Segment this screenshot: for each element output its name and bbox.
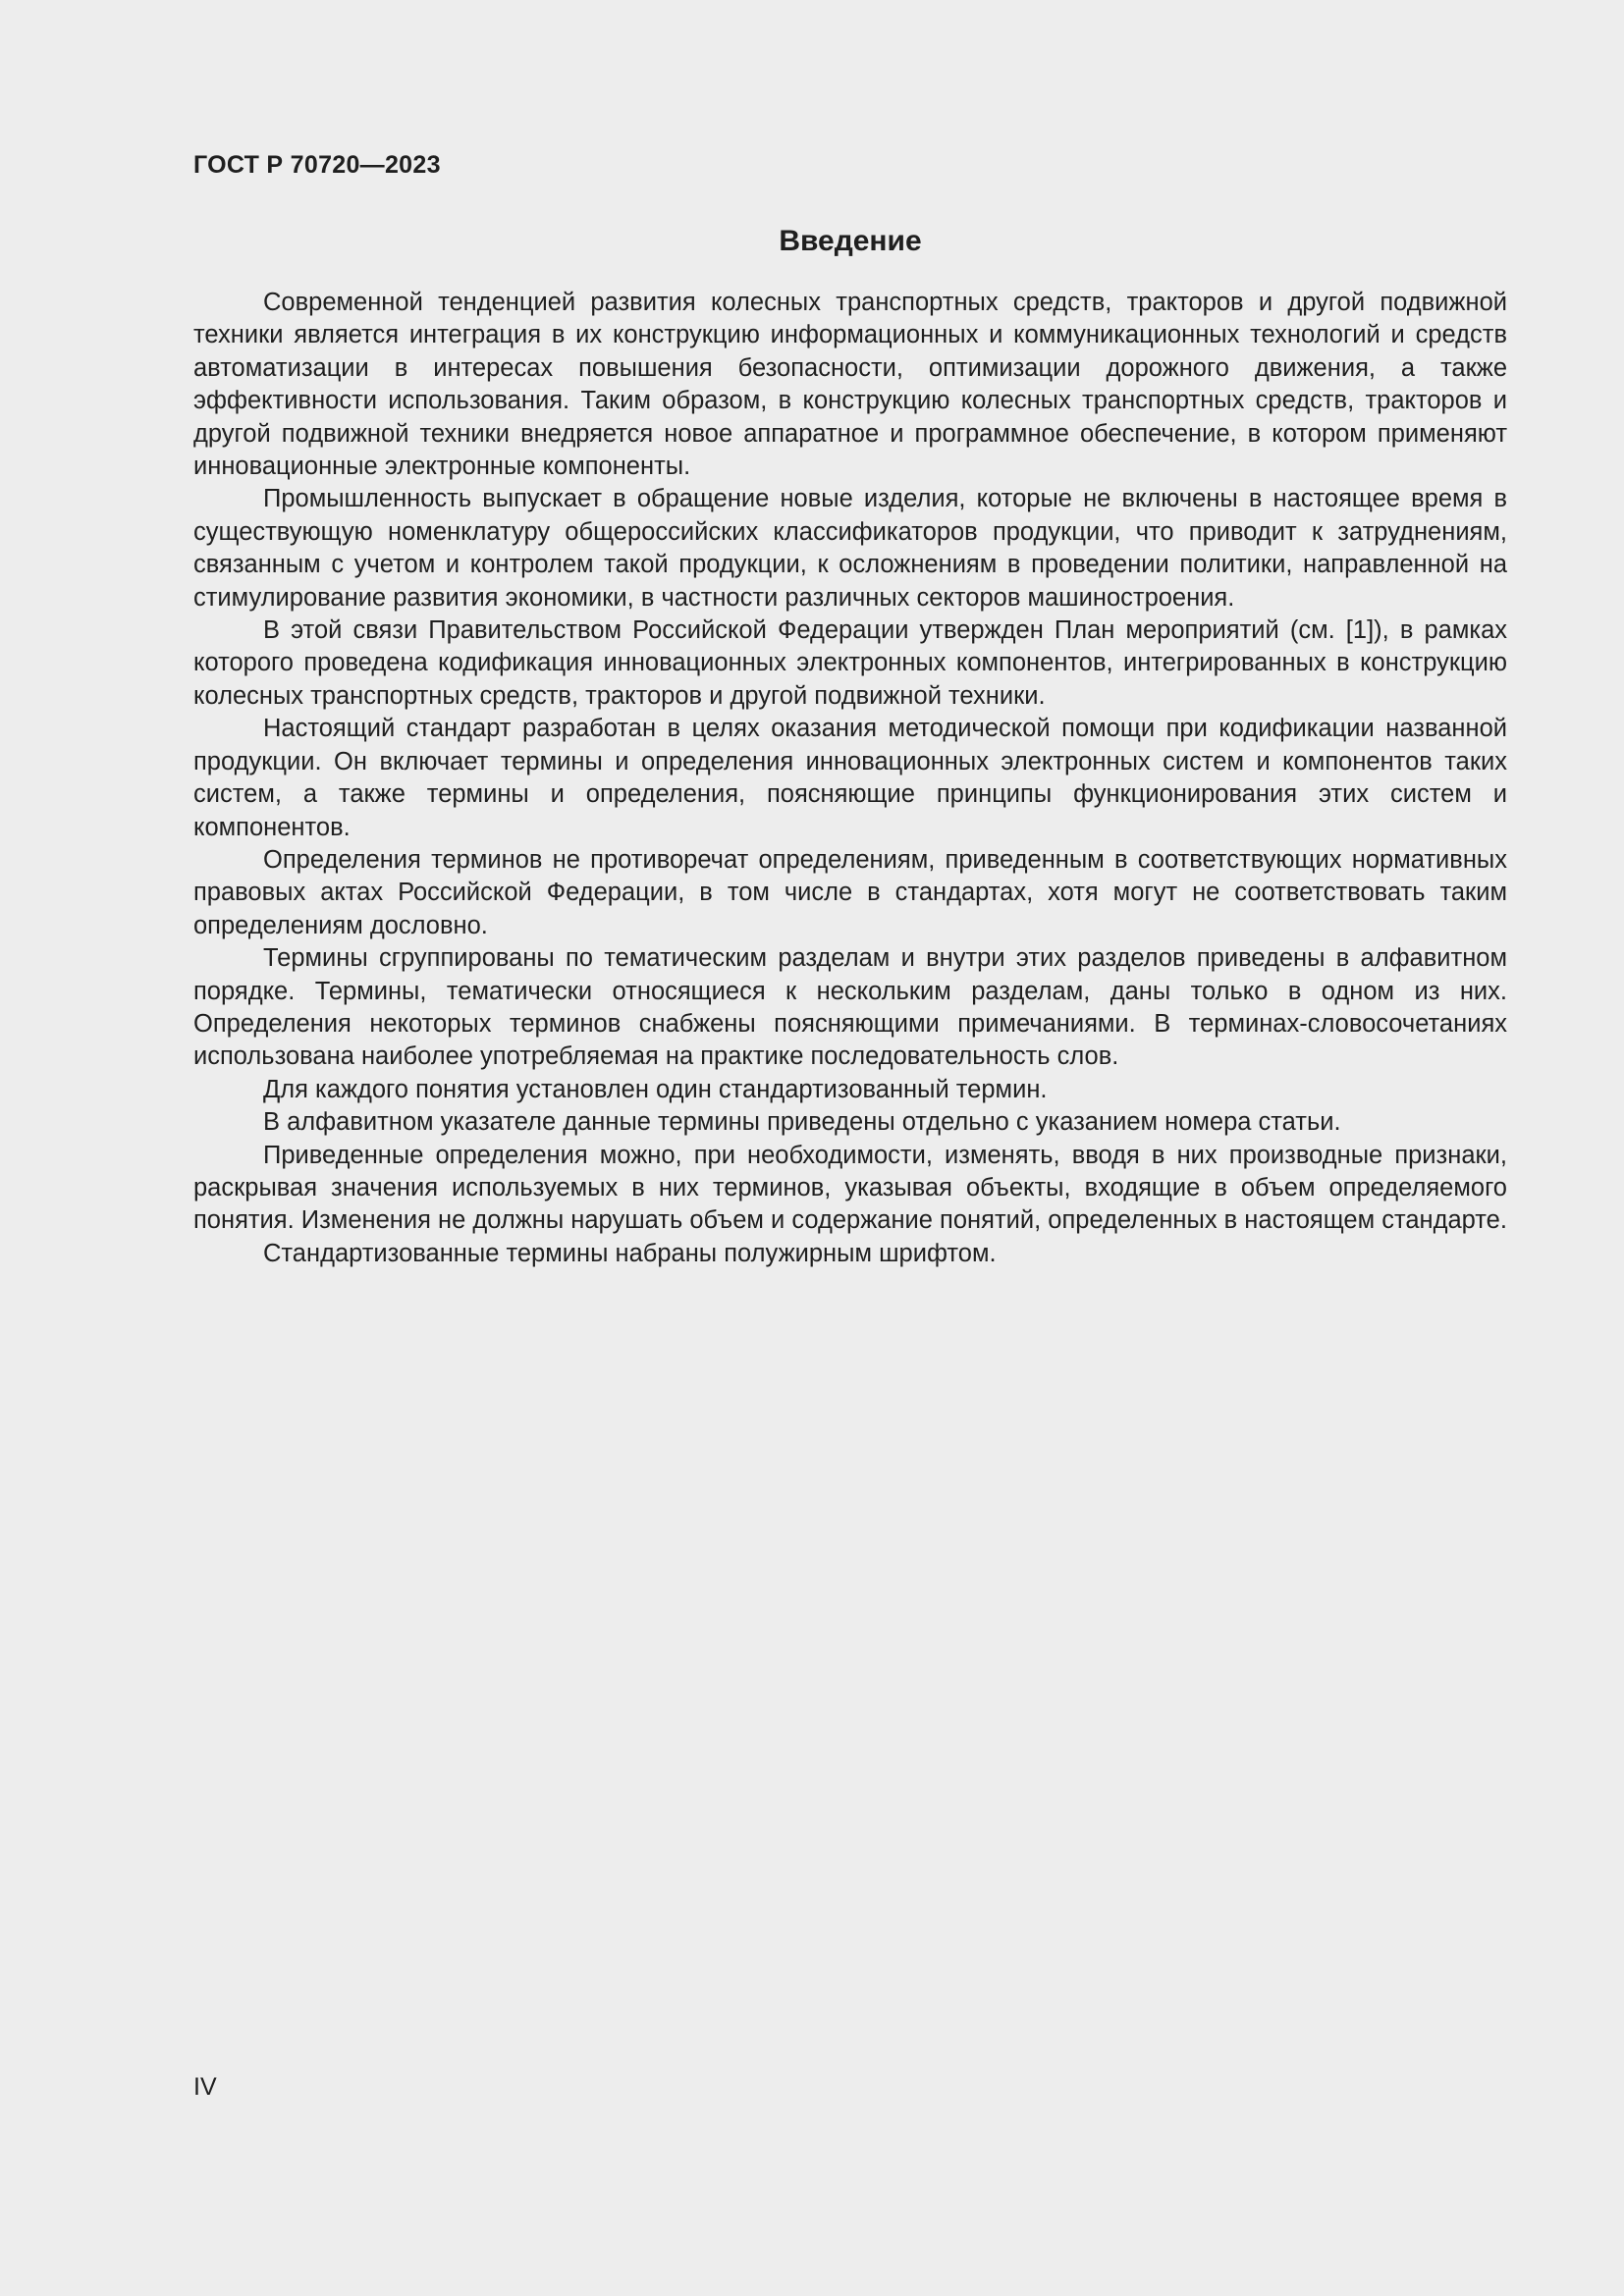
body-text — [193, 287, 1507, 1270]
paragraph: В алфавитном указателе данные термины приведены отдельно с указанием номера статьи. — [263, 1108, 1341, 1137]
paragraph: Приведенные определения можно, при необходимости, изменять, вводя в них производные признаки, раскрывая значения используемых в них терминов, указывая объекты, входящие в объем определяемого понятия. Изменения не должны нарушать объем и содержание понятий, определенных в настоящем стандарте. — [193, 1141, 1507, 1235]
paragraph: Стандартизованные термины набраны полужирным шрифтом. — [263, 1239, 997, 1267]
paragraph: Для каждого понятия установлен один стандартизованный термин. — [263, 1075, 1048, 1103]
section-title: Введение — [779, 225, 922, 257]
paragraph: Промышленность выпускает в обращение новые изделия, которые не включены в настоящее время в существующую номенклатуру общероссийских классификаторов продукции, что приводит к затруднениям, связанным с учетом и контролем такой продукции, к осложнениям в проведении политики, направленной на стимулирование развития экономики, в частности различных секторов машиностроения. — [193, 485, 1507, 612]
document-id-header: ГОСТ Р 70720—2023 — [193, 151, 441, 179]
page-number: IV — [193, 2073, 217, 2101]
paragraph: Определения терминов не противоречат определениям, приведенным в соответствующих нормативных правовых актах Российской Федерации, в том числе в стандартах, хотя могут не соответствовать таким определениям дословно. — [193, 845, 1507, 939]
paragraph: Современной тенденцией развития колесных транспортных средств, тракторов и другой подвижной техники является интеграция в их конструкцию информационных и коммуникационных технологий и средств автоматизации в интересах повышения безопасности, оптимизации дорожного движения, а также эффективности использования. Таким образом, в конструкцию колесных транспортных средств, тракторов и другой подвижной техники внедряется новое аппаратное и программное обеспечение, в котором применяют инновационные электронные компоненты. — [193, 289, 1507, 481]
paragraph: Настоящий стандарт разработан в целях оказания методической помощи при кодификации названной продукции. Он включает термины и определения инновационных электронных систем и компонентов таких систем, а также термины и определения, поясняющие принципы функционирования этих систем и компонентов. — [193, 715, 1507, 841]
paragraph: Термины сгруппированы по тематическим разделам и внутри этих разделов приведены в алфавитном порядке. Термины, тематически относящиеся к нескольким разделам, даны только в одном из них. Определения некоторых терминов снабжены поясняющими примечаниями. В терминах-словосочетаниях использована наиболее употребляемая на практике последовательность слов. — [193, 944, 1507, 1071]
paragraph: В этой связи Правительством Российской Федерации утвержден План мероприятий (см. [1]), в рамках которого проведена кодификация инновационных электронных компонентов, интегрированных в конструкцию колесных транспортных средств, тракторов и другой подвижной техники. — [193, 616, 1507, 710]
